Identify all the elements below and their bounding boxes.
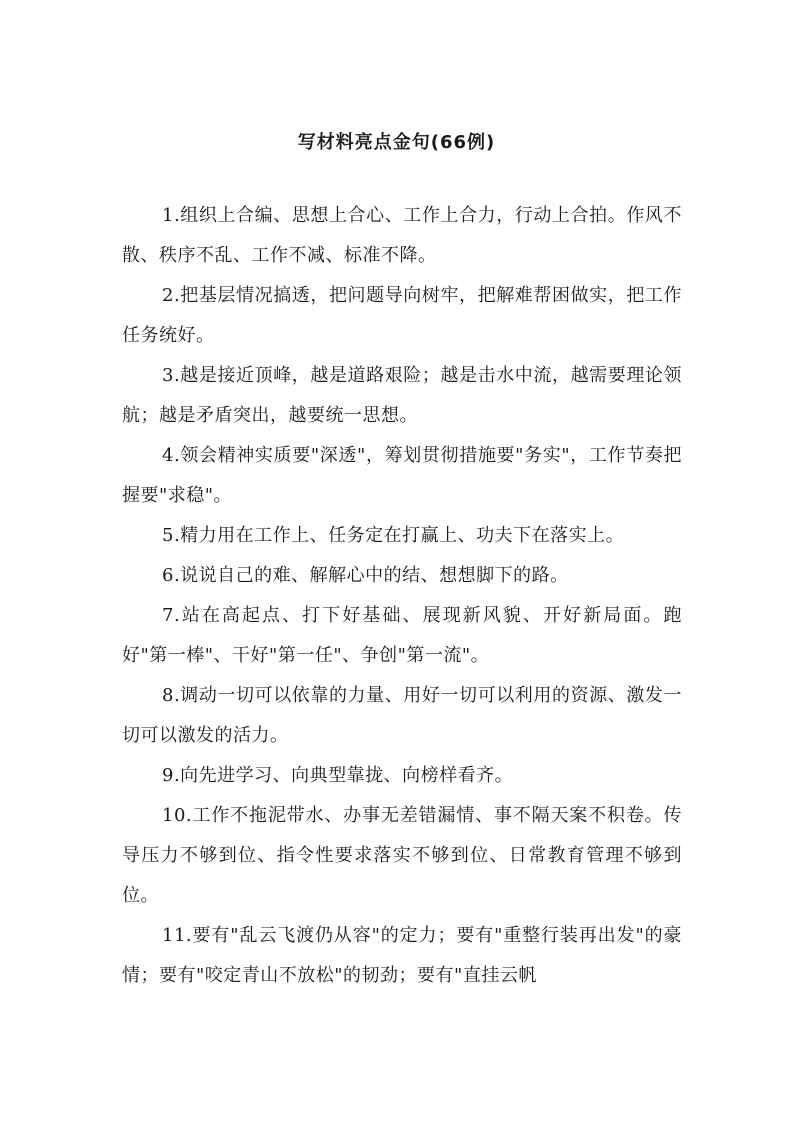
document-title: 写材料亮点金句(66例) [297, 132, 496, 153]
paragraph-4: 4.领会精神实质要"深透"，筹划贯彻措施要"务实"，工作节奏把握要"求稳"。 [122, 445, 682, 506]
paragraph-10: 10.工作不拖泥带水、办事无差错漏情、事不隔天案不积卷。传导压力不够到位、指令性要求落实不够到位、日常教育管理不够到位。 [122, 805, 682, 906]
paragraph-5: 5.精力用在工作上、任务定在打赢上、功夫下在落实上。 [162, 525, 625, 546]
paragraph-8: 8.调动一切可以依靠的力量、用好一切可以利用的资源、激发一切可以激发的活力。 [122, 685, 682, 746]
paragraph-2: 2.把基层情况搞透，把问题导向树牢，把解难帮困做实，把工作任务统好。 [122, 285, 682, 346]
paragraph-1: 1.组织上合编、思想上合心、工作上合力，行动上合拍。作风不散、秩序不乱、工作不减、标准不降。 [122, 205, 682, 266]
paragraph-9: 9.向先进学习、向典型靠拢、向榜样看齐。 [162, 765, 514, 786]
document-body [122, 196, 682, 996]
paragraph-7: 7.站在高起点、打下好基础、展现新风貌、开好新局面。跑好"第一棒"、干好"第一任"、争创"第一流"。 [122, 605, 682, 666]
paragraph-3: 3.越是接近顶峰，越是道路艰险；越是击水中流，越需要理论领航；越是矛盾突出，越要统一思想。 [122, 365, 682, 426]
paragraph-11: 11.要有"乱云飞渡仍从容"的定力；要有"重整行装再出发"的豪情；要有"咬定青山不放松"的韧劲；要有"直挂云帆 [122, 925, 682, 986]
paragraph-6: 6.说说自己的难、解解心中的结、想想脚下的路。 [162, 565, 569, 586]
